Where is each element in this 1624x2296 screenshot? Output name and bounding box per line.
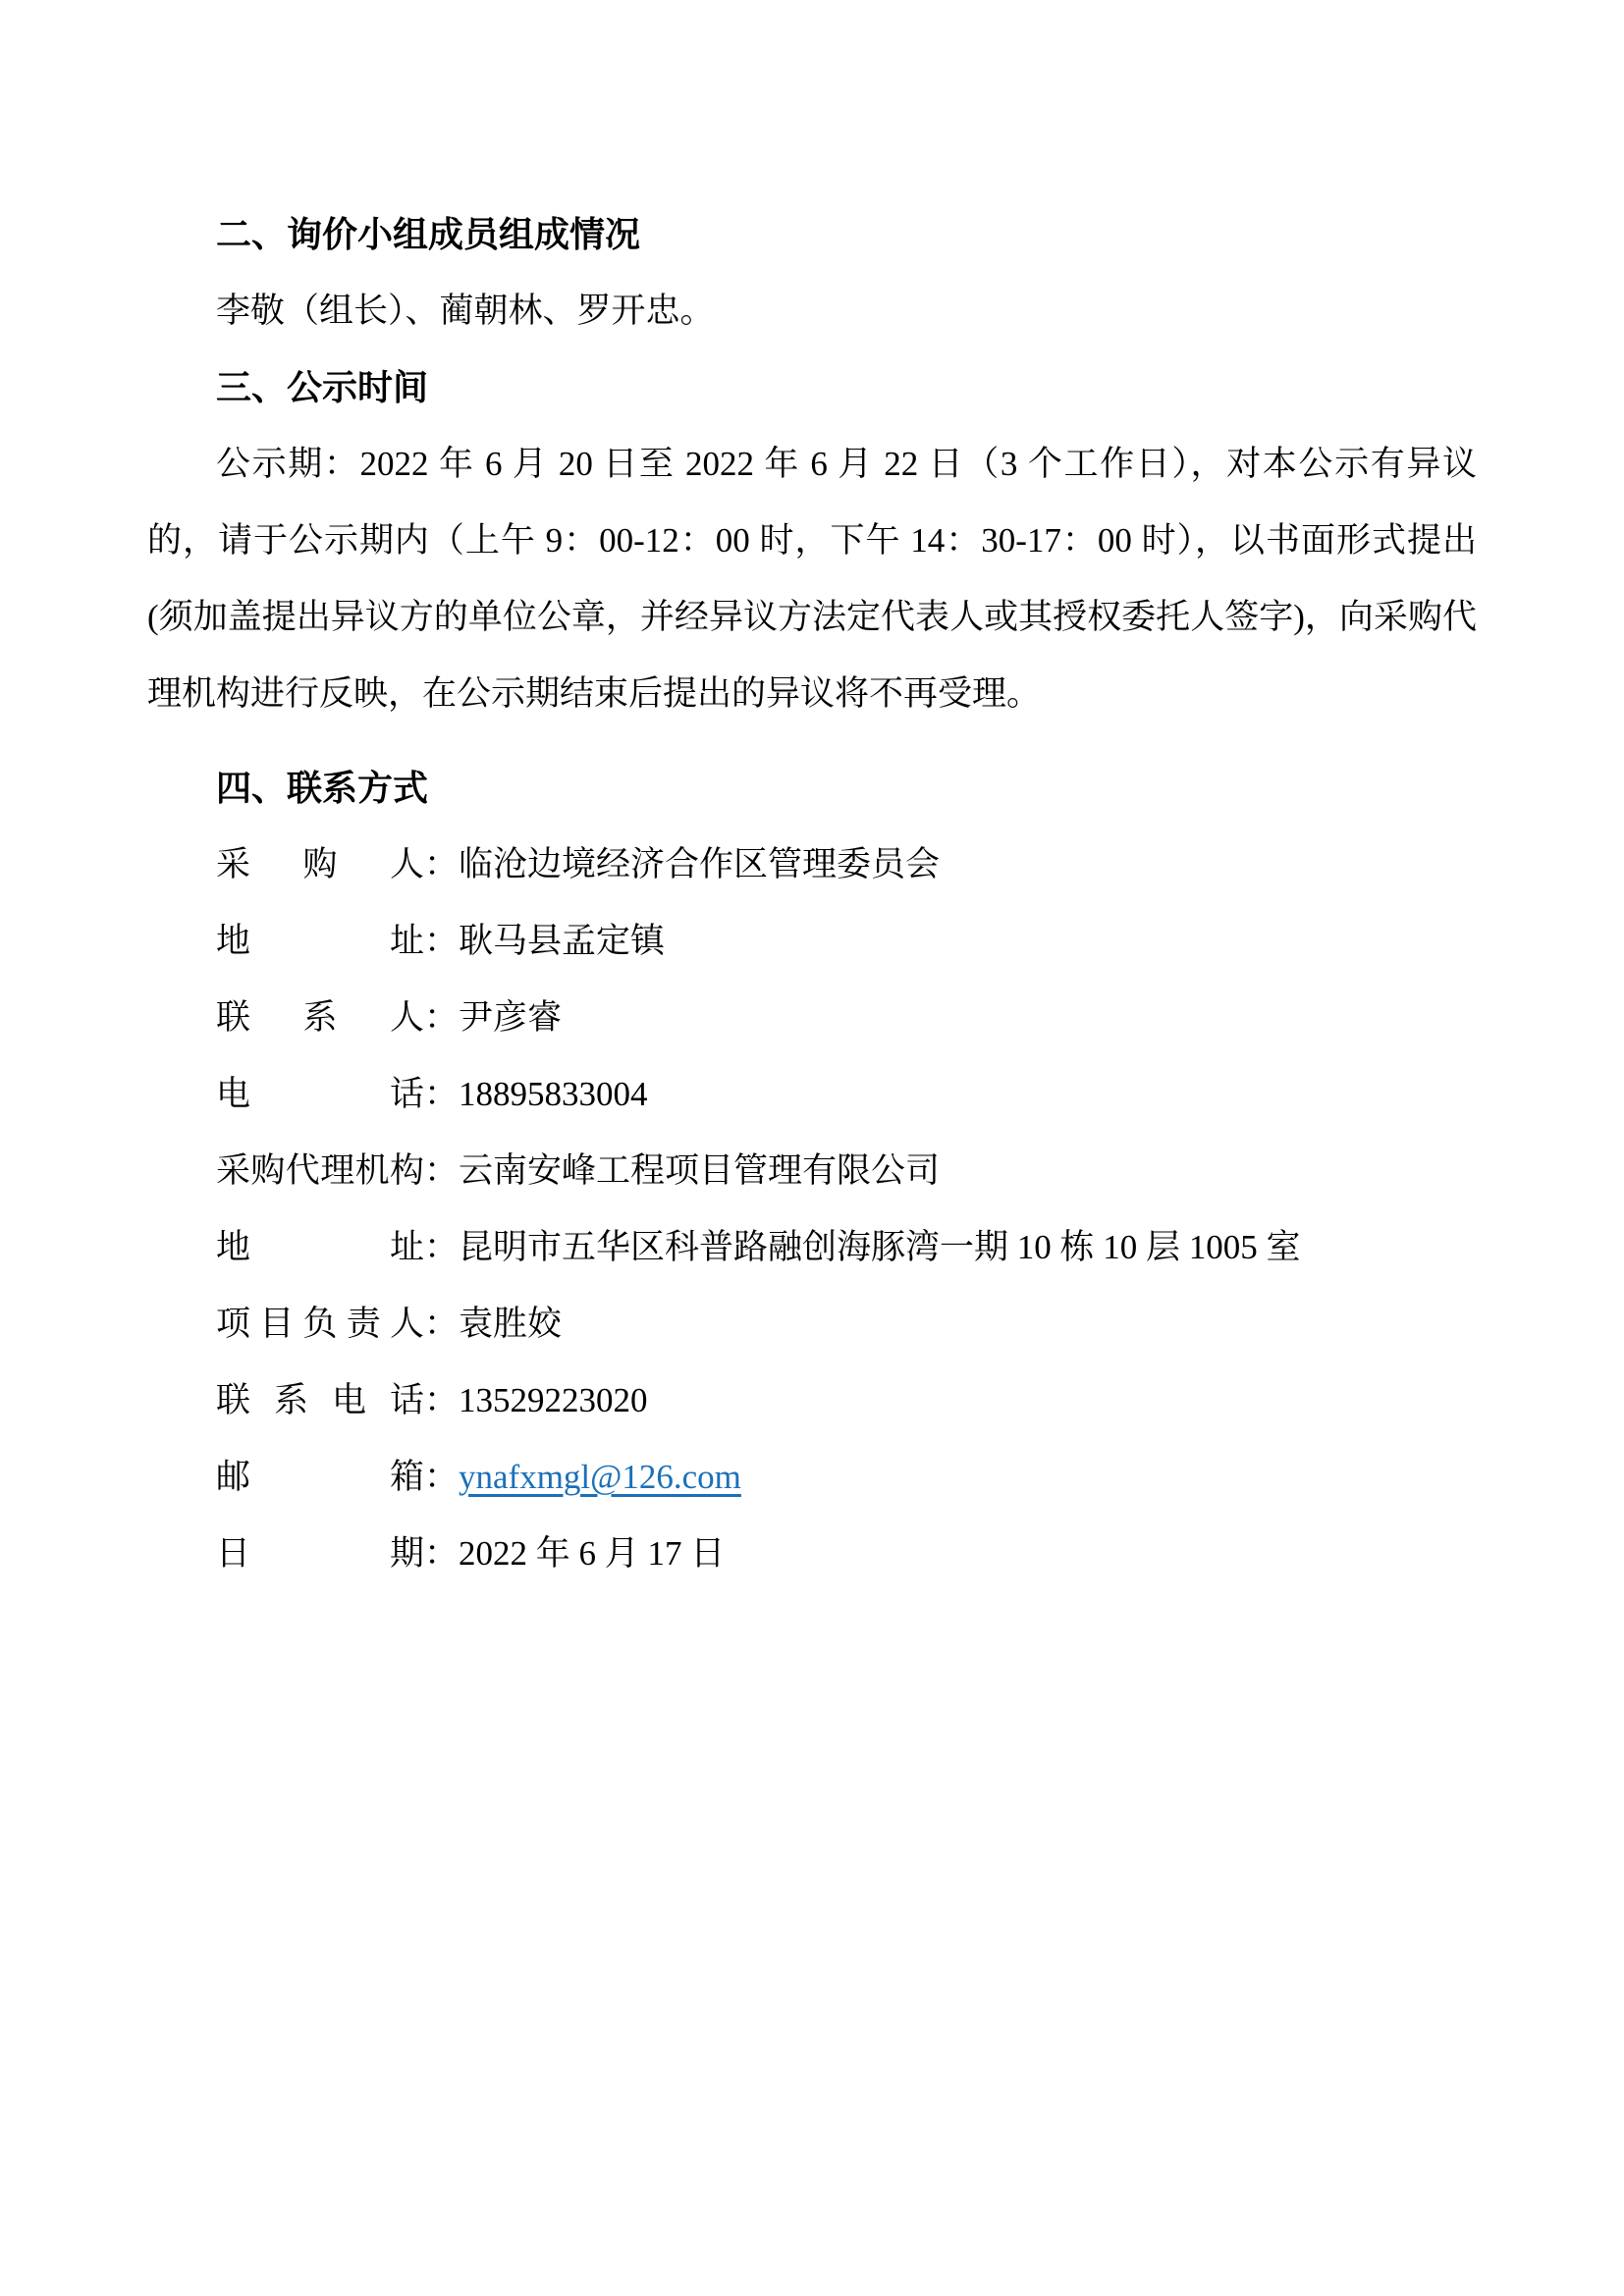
contact-separator: ： — [424, 1458, 460, 1496]
contact-label: 联系电话 — [216, 1381, 424, 1419]
contact-row-agency-address — [147, 1209, 1477, 1286]
contact-row-email — [147, 1439, 1477, 1516]
section2-body: 李敬（组长）、蔺朝林、罗开忠。 — [216, 292, 715, 330]
contact-value: 18895833004 — [459, 1075, 648, 1113]
contact-separator: ： — [424, 1228, 460, 1266]
contact-value: 耿马县孟定镇 — [459, 922, 666, 960]
contact-label: 联系人 — [216, 998, 424, 1037]
contact-label: 项目负责人 — [216, 1305, 424, 1343]
contact-row-agency — [147, 1133, 1477, 1209]
contact-value: 2022 年 6 月 17 日 — [459, 1534, 726, 1573]
contact-label: 电话 — [216, 1075, 424, 1113]
contact-separator: ： — [424, 1305, 460, 1343]
contact-separator: ： — [424, 1381, 460, 1419]
section2-heading: 二、询价小组成员组成情况 — [216, 214, 641, 254]
contact-separator: ： — [424, 845, 460, 883]
section3-heading: 三、公示时间 — [216, 367, 429, 407]
contact-value: 13529223020 — [459, 1381, 648, 1419]
contact-separator: ： — [424, 1075, 460, 1113]
contact-value: 尹彦睿 — [459, 998, 563, 1037]
contact-separator: ： — [424, 922, 460, 960]
contact-label: 邮箱 — [216, 1458, 424, 1496]
section4-heading: 四、联系方式 — [216, 768, 429, 808]
contact-separator: ： — [424, 1534, 460, 1573]
contact-separator: ： — [424, 998, 460, 1037]
contact-label: 采购代理机构 — [216, 1151, 424, 1190]
contact-label: 地址 — [216, 922, 424, 960]
contact-row-contact-person — [147, 980, 1477, 1056]
section3-body: 公示期：2022 年 6 月 20 日至 2022 年 6 月 22 日（3 个工作日），对本公示有异议的，请于公示期内（上午 9：00-12：00 时，下午 14：30-17：00 时），以书面形式提出(须加盖提出异议方的单位公章，并经异议方法定代表人或其授权委托人签字)，向采购代理机构进行反映，在公示期结束后提出的异议将不再受理。 — [147, 445, 1477, 713]
email-link[interactable]: ynafxmgl@126.com — [459, 1458, 741, 1496]
contact-separator: ： — [424, 1151, 460, 1190]
contact-row-contact-phone — [147, 1362, 1477, 1439]
contact-label: 采购人 — [216, 845, 424, 883]
contact-value: 袁胜姣 — [459, 1305, 563, 1343]
contact-row-purchaser-address — [147, 903, 1477, 980]
contact-row-date — [147, 1516, 1477, 1592]
contact-row-purchaser — [147, 827, 1477, 903]
contact-value: 昆明市五华区科普路融创海豚湾一期 10 栋 10 层 1005 室 — [459, 1228, 1301, 1266]
contact-row-project-manager — [147, 1286, 1477, 1362]
contact-value: 临沧边境经济合作区管理委员会 — [459, 845, 941, 883]
contact-label: 地址 — [216, 1228, 424, 1266]
contact-value: 云南安峰工程项目管理有限公司 — [459, 1151, 941, 1190]
contact-label: 日期 — [216, 1534, 424, 1573]
contact-row-phone — [147, 1056, 1477, 1133]
